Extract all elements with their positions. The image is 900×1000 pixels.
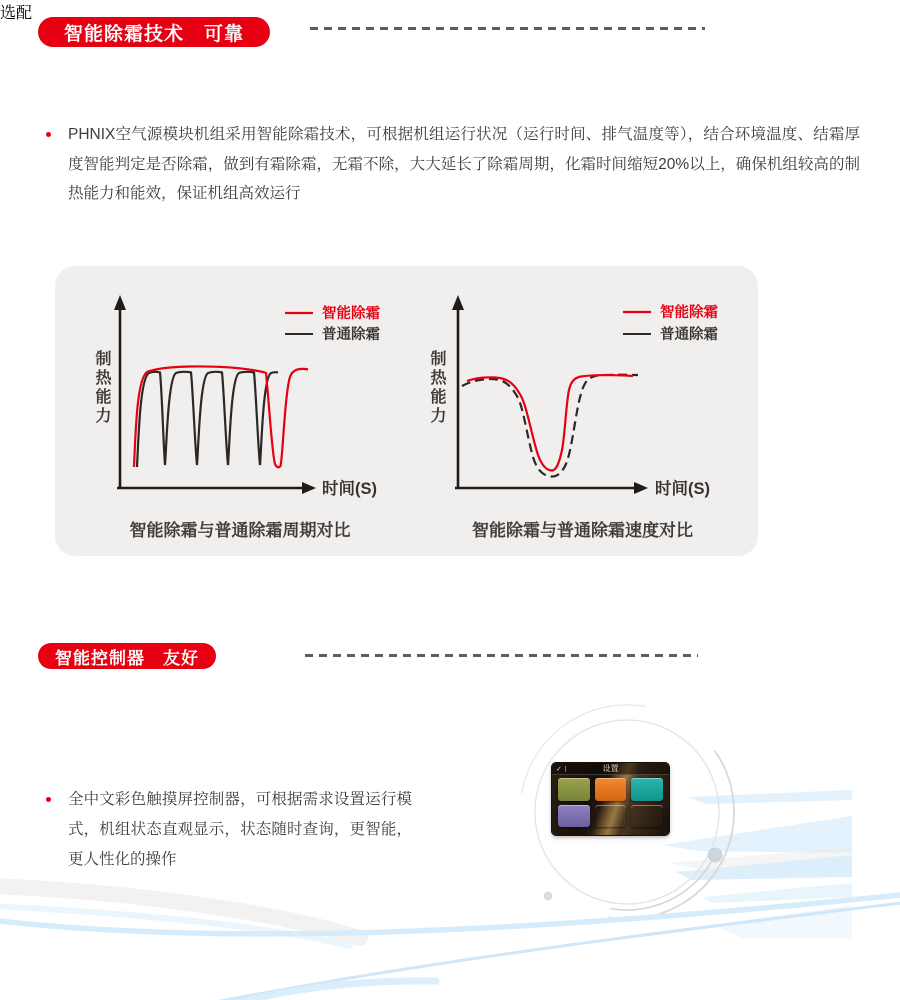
x-axis-arrow <box>302 482 316 494</box>
legend-smart-label: 智能除霜 <box>660 305 718 321</box>
x-axis-label: 时间(S) <box>322 480 377 498</box>
tile-fault-record[interactable] <box>595 778 627 801</box>
tile-time-setting[interactable] <box>595 805 627 828</box>
accent-dot <box>708 848 723 863</box>
section1-dashed-line <box>310 27 705 30</box>
chart-speed-comparison <box>405 292 740 507</box>
legend-normal-label: 普通除霜 <box>660 327 718 343</box>
legend-normal-label: 普通除霜 <box>322 327 380 343</box>
axes <box>455 306 635 488</box>
y-axis-label: 制热能力 <box>428 350 445 426</box>
optional-label: 选配 <box>0 5 33 22</box>
curve-normal-defrost <box>462 375 638 477</box>
section2-dashed-line <box>305 654 698 657</box>
screen-header-bar <box>552 763 669 775</box>
bullet-dot <box>46 797 51 802</box>
y-axis-arrow <box>452 295 464 310</box>
defrost-chart-panel <box>55 266 758 556</box>
legend-smart-label: 智能除霜 <box>322 306 380 322</box>
x-axis-arrow <box>634 482 648 494</box>
x-axis-label: 时间(S) <box>655 480 710 498</box>
section2-paragraph: 全中文彩色触摸屏控制器，可根据需求设置运行模式，机组状态直观显示，状态随时查询，更智能，更人性化的操作 <box>68 791 412 869</box>
curve-normal-defrost <box>137 372 278 467</box>
bullet-dot <box>46 132 51 137</box>
chart1-caption: 智能除霜与普通除霜周期对比 <box>129 521 351 540</box>
section2-badge: 智能控制器 友好 <box>38 643 216 669</box>
chart-period-comparison <box>70 292 405 507</box>
tile-param-setting[interactable] <box>631 805 663 828</box>
tile-one-key-heat[interactable] <box>631 778 663 801</box>
y-axis-label: 制热能力 <box>93 350 110 426</box>
screen-tile-grid <box>558 778 663 827</box>
legend <box>285 304 380 343</box>
chart2-caption: 智能除霜与普通除霜速度对比 <box>472 521 693 540</box>
small-dot <box>544 892 553 901</box>
tile-status-query[interactable] <box>558 805 590 828</box>
back-icon: ✓ <box>556 765 562 773</box>
tile-run-params[interactable] <box>558 778 590 801</box>
curve-smart-defrost <box>467 375 633 470</box>
screen-title: 设置 <box>602 764 619 773</box>
y-axis-arrow <box>114 295 126 310</box>
bottom-waves <box>0 886 900 1000</box>
section1-badge: 智能除霜技术 可靠 <box>38 17 270 47</box>
header-divider <box>565 766 566 772</box>
controller-screen <box>552 763 669 835</box>
section1-paragraph: PHNIX空气源模块机组采用智能除霜技术，可根据机组运行状况（运行时间、排气温度等），结合环境温度、结霜厚度智能判定是否除霜，做到有霜除霜，无霜不除，大大延长了除霜周期，化霜时间缩短20%以上，确保机组较高的制热能力和能效，保证机组高效运行 <box>68 126 860 202</box>
legend <box>623 303 718 343</box>
